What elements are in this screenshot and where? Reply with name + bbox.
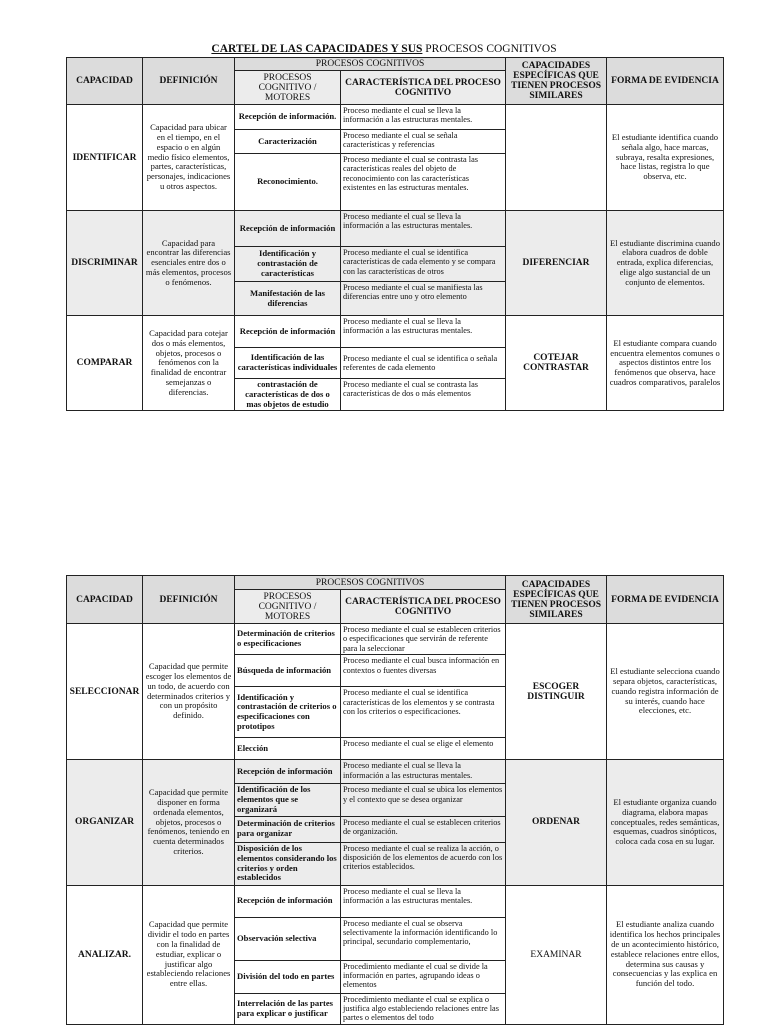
- header-capacidad: CAPACIDAD: [67, 58, 143, 105]
- header-definicion: DEFINICIÓN: [143, 58, 235, 105]
- evidence: El estudiante selecciona cuando separa objetos, características, cuando registra información de su interés, cuando hace elecciones, etc.: [607, 624, 724, 760]
- header-procesos-cognitivos: PROCESOS COGNITIVOS: [235, 58, 506, 71]
- capacity-definition: Capacidad para ubicar en el tiempo, en el espacio o en algún medio físico elementos, partes, características, personajes, indicaciones u otros aspectos.: [143, 105, 235, 211]
- header-procesos-cognitivos: PROCESOS COGNITIVOS: [235, 576, 506, 590]
- similar-capacities: ESCOGER DISTINGUIR: [506, 624, 607, 760]
- header-caracteristica: CARACTERÍSTICA DEL PROCESO COGNITIVO: [341, 590, 506, 624]
- process-name: Determinación de criterios para organizar: [235, 816, 341, 842]
- header-procesos-motores: PROCESOS COGNITIVO / MOTORES: [235, 590, 341, 624]
- process-characteristic: Proceso mediante el cual se lleva la información a las estructuras mentales.: [341, 316, 506, 348]
- process-characteristic: Proceso mediante el cual se lleva la información a las estructuras mentales.: [341, 211, 506, 247]
- process-name: contrastación de características de dos o mas objetos de estudio: [235, 379, 341, 411]
- process-name: División del todo en partes: [235, 960, 341, 993]
- header-definicion: DEFINICIÓN: [143, 576, 235, 624]
- process-name: Caracterización: [235, 130, 341, 154]
- capacity-definition: Capacidad para encontrar las diferencias esenciales entre dos o más elementos, procesos o fenómenos.: [143, 211, 235, 316]
- capacity-definition: Capacidad que permite disponer en forma ordenada elementos, objetos, procesos o fenómenos, teniendo en cuenta determinados criterios.: [143, 760, 235, 885]
- process-characteristic: Proceso mediante el cual se ubica los elementos y el contexto que se desea organizar: [341, 784, 506, 816]
- process-characteristic: Proceso mediante el cual se identifica o señala referentes de cada elemento: [341, 348, 506, 379]
- similar-capacities: [506, 105, 607, 211]
- capacity-definition: Capacidad que permite dividir el todo en partes con la finalidad de estudiar, explicar o justificar algo estableciendo relaciones entre ellas.: [143, 885, 235, 1024]
- evidence: El estudiante analiza cuando identifica los hechos principales de un acontecimiento histórico, establece relaciones entre ellos, determina sus causas y consecuencias y las explica en función del todo.: [607, 885, 724, 1024]
- process-name: Observación selectiva: [235, 917, 341, 960]
- header-forma-evidencia: FORMA DE EVIDENCIA: [607, 58, 724, 105]
- process-characteristic: Proceso mediante el cual se realiza la acción, o disposición de los elementos de acuerdo con los criterios establecidos.: [341, 842, 506, 885]
- capacity-name: IDENTIFICAR: [67, 105, 143, 211]
- table-row: [67, 211, 724, 247]
- process-characteristic: Proceso mediante el cual busca información en contextos o fuentes diversas: [341, 655, 506, 687]
- header-capacidad: CAPACIDAD: [67, 576, 143, 624]
- header-caracteristica: CARACTERÍSTICA DEL PROCESO COGNITIVO: [341, 71, 506, 105]
- process-characteristic: Proceso mediante el cual se observa selectivamente la información identificando lo principal, secundario complementario,: [341, 917, 506, 960]
- process-characteristic: Procedimiento mediante el cual se explica o justifica algo estableciendo relaciones entre las partes o elementos del todo: [341, 993, 506, 1024]
- process-name: Interrelación de las partes para explicar o justificar: [235, 993, 341, 1024]
- process-name: Búsqueda de información: [235, 655, 341, 687]
- capacity-name: DISCRIMINAR: [67, 211, 143, 316]
- process-characteristic: Proceso mediante el cual se lleva la información a las estructuras mentales.: [341, 105, 506, 130]
- similar-capacities: EXAMINAR: [506, 885, 607, 1024]
- header-capacidades-especificas: CAPACIDADES ESPECÍFICAS QUE TIENEN PROCESOS SIMILARES: [506, 58, 607, 105]
- header-procesos-motores: PROCESOS COGNITIVO / MOTORES: [235, 71, 341, 105]
- table-row: [67, 760, 724, 784]
- process-characteristic: Proceso mediante el cual se establecen criterios de organización.: [341, 816, 506, 842]
- process-name: Identificación y contrastación de características: [235, 247, 341, 282]
- table-row: [67, 316, 724, 348]
- process-name: Elección: [235, 738, 341, 760]
- process-characteristic: Proceso mediante el cual se identifica características de los elementos y se contrasta con los criterios o especificaciones.: [341, 687, 506, 738]
- capacity-definition: Capacidad para cotejar dos o más elementos, objetos, procesos o fenómenos con la finalidad de encontrar semejanzas o diferencias.: [143, 316, 235, 411]
- process-name: Determinación de criterios o especificaciones: [235, 624, 341, 655]
- capacity-name: ANALIZAR.: [67, 885, 143, 1024]
- process-name: Recepción de información: [235, 885, 341, 917]
- process-name: Reconocimiento.: [235, 154, 341, 211]
- process-name: Identificación de las características individuales: [235, 348, 341, 379]
- capacities-table-2: [66, 575, 724, 1025]
- evidence: El estudiante compara cuando encuentra elementos comunes o aspectos distintos entre los fenómenos que observa, hace cuadros comparativos, paralelos: [607, 316, 724, 411]
- process-characteristic: Proceso mediante el cual se lleva la información a las estructuras mentales.: [341, 760, 506, 784]
- table-row: [67, 105, 724, 130]
- header-capacidades-especificas: CAPACIDADES ESPECÍFICAS QUE TIENEN PROCESOS SIMILARES: [506, 576, 607, 624]
- process-characteristic: Proceso mediante el cual se contrasta las características reales del objeto de reconocimiento con las características existentes en las estructuras mentales.: [341, 154, 506, 211]
- evidence: El estudiante identifica cuando señala algo, hace marcas, subraya, resalta expresiones, hace listas, registra lo que observa, etc.: [607, 105, 724, 211]
- evidence: El estudiante organiza cuando diagrama, elabora mapas conceptuales, redes semánticas, esquemas, cuadros sinópticos, coloca cada cosa en su lugar.: [607, 760, 724, 885]
- process-characteristic: Proceso mediante el cual se señala características y referencias: [341, 130, 506, 154]
- table-row: [67, 885, 724, 917]
- process-characteristic: Proceso mediante el cual se identifica características de cada elemento y se compara con las características de otros: [341, 247, 506, 282]
- process-characteristic: Procedimiento mediante el cual se divide la información en partes, agrupando ideas o elementos: [341, 960, 506, 993]
- process-name: Recepción de información: [235, 211, 341, 247]
- capacity-definition: Capacidad que permite escoger los elementos de un todo, de acuerdo con determinados criterios y con un propósito definido.: [143, 624, 235, 760]
- capacity-name: SELECCIONAR: [67, 624, 143, 760]
- process-name: Identificación de los elementos que se organizará: [235, 784, 341, 816]
- process-characteristic: Proceso mediante el cual se contrasta las características de dos o más elementos: [341, 379, 506, 411]
- page-title: CARTEL DE LAS CAPACIDADES Y SUS PROCESOS COGNITIVOS: [211, 43, 557, 55]
- capacity-name: ORGANIZAR: [67, 760, 143, 885]
- process-characteristic: Proceso mediante el cual se lleva la información a las estructuras mentales.: [341, 885, 506, 917]
- table-row: [67, 624, 724, 655]
- process-name: Manifestación de las diferencias: [235, 282, 341, 316]
- similar-capacities: COTEJAR CONTRASTAR: [506, 316, 607, 411]
- evidence: El estudiante discrimina cuando elabora cuadros de doble entrada, explica diferencias, elige algo sustancial de un conjunto de elementos.: [607, 211, 724, 316]
- header-forma-evidencia: FORMA DE EVIDENCIA: [607, 576, 724, 624]
- capacities-table-1: [66, 57, 724, 411]
- process-characteristic: Proceso mediante el cual se elige el elemento: [341, 738, 506, 760]
- process-name: Recepción de información.: [235, 105, 341, 130]
- process-name: Recepción de información: [235, 316, 341, 348]
- capacity-name: COMPARAR: [67, 316, 143, 411]
- process-characteristic: Proceso mediante el cual se manifiesta las diferencias entre uno y otro elemento: [341, 282, 506, 316]
- process-name: Recepción de información: [235, 760, 341, 784]
- similar-capacities: DIFERENCIAR: [506, 211, 607, 316]
- process-characteristic: Proceso mediante el cual se establecen criterios o especificaciones que servirán de referente para la seleccionar: [341, 624, 506, 655]
- process-name: Identificación y contrastación de criterios o especificaciones con prototipos: [235, 687, 341, 738]
- process-name: Disposición de los elementos considerando los criterios y orden establecidos: [235, 842, 341, 885]
- similar-capacities: ORDENAR: [506, 760, 607, 885]
